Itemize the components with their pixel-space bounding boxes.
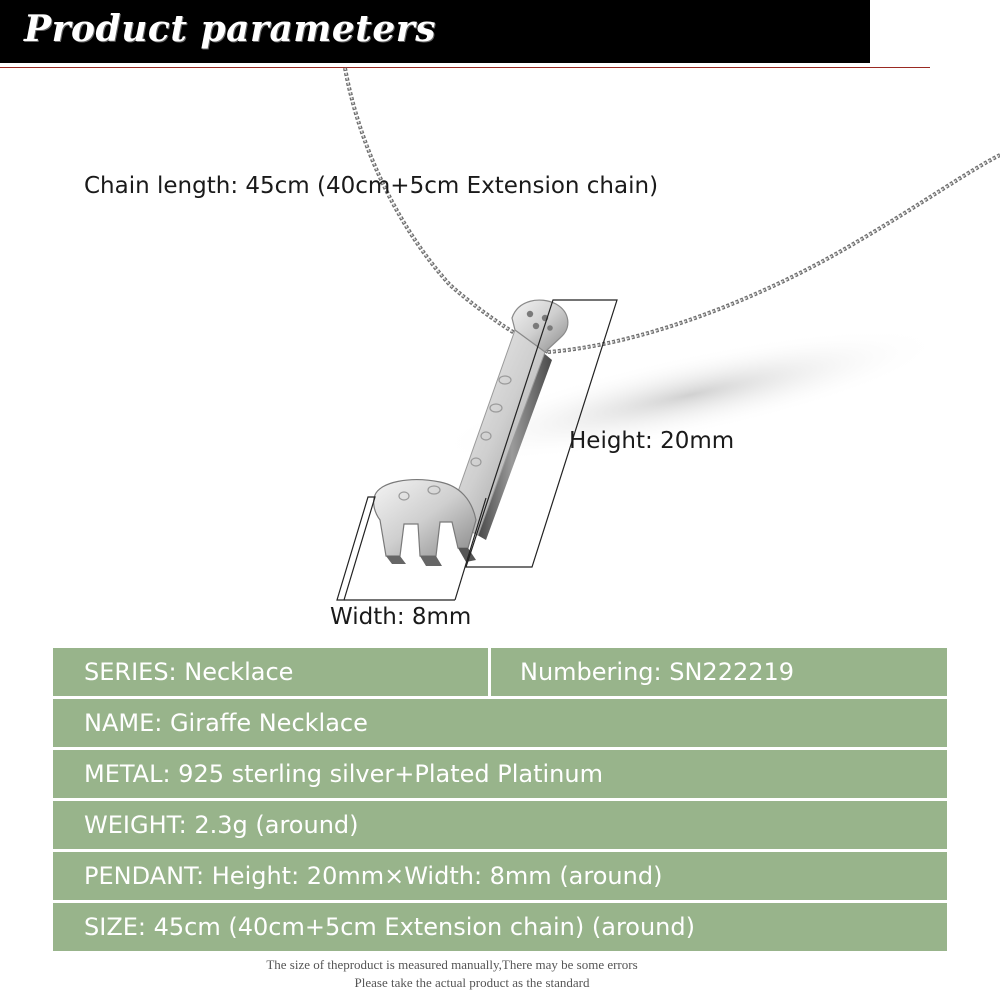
spec-row-size <box>53 903 947 951</box>
width-label: Width: 8mm <box>330 604 472 630</box>
spec-pendant: PENDANT: Height: 20mm×Width: 8mm (around) <box>53 852 947 900</box>
spec-metal: METAL: 925 sterling silver+Plated Platinum <box>53 750 947 798</box>
spec-row-weight <box>53 801 947 849</box>
spec-weight: WEIGHT: 2.3g (around) <box>53 801 947 849</box>
spec-table <box>53 648 947 954</box>
footnote-line-1: The size of theproduct is measured manually,There may be some errors <box>266 957 638 972</box>
footnote-line-2: Please take the actual product as the standard <box>354 975 590 990</box>
spec-numbering: Numbering: SN222219 <box>491 648 947 696</box>
width-dimension-box <box>337 497 375 600</box>
spec-row-pendant <box>53 852 947 900</box>
spec-name: NAME: Giraffe Necklace <box>53 699 947 747</box>
spec-size: SIZE: 45cm (40cm+5cm Extension chain) (around) <box>53 903 947 951</box>
spec-row-name <box>53 699 947 747</box>
height-label: Height: 20mm <box>569 428 735 454</box>
spec-series: SERIES: Necklace <box>53 648 488 696</box>
spec-row-metal <box>53 750 947 798</box>
page-title: Product parameters <box>24 8 437 50</box>
chain-length-label: Chain length: 45cm (40cm+5cm Extension chain) <box>84 173 659 199</box>
spec-row-series <box>53 648 947 696</box>
